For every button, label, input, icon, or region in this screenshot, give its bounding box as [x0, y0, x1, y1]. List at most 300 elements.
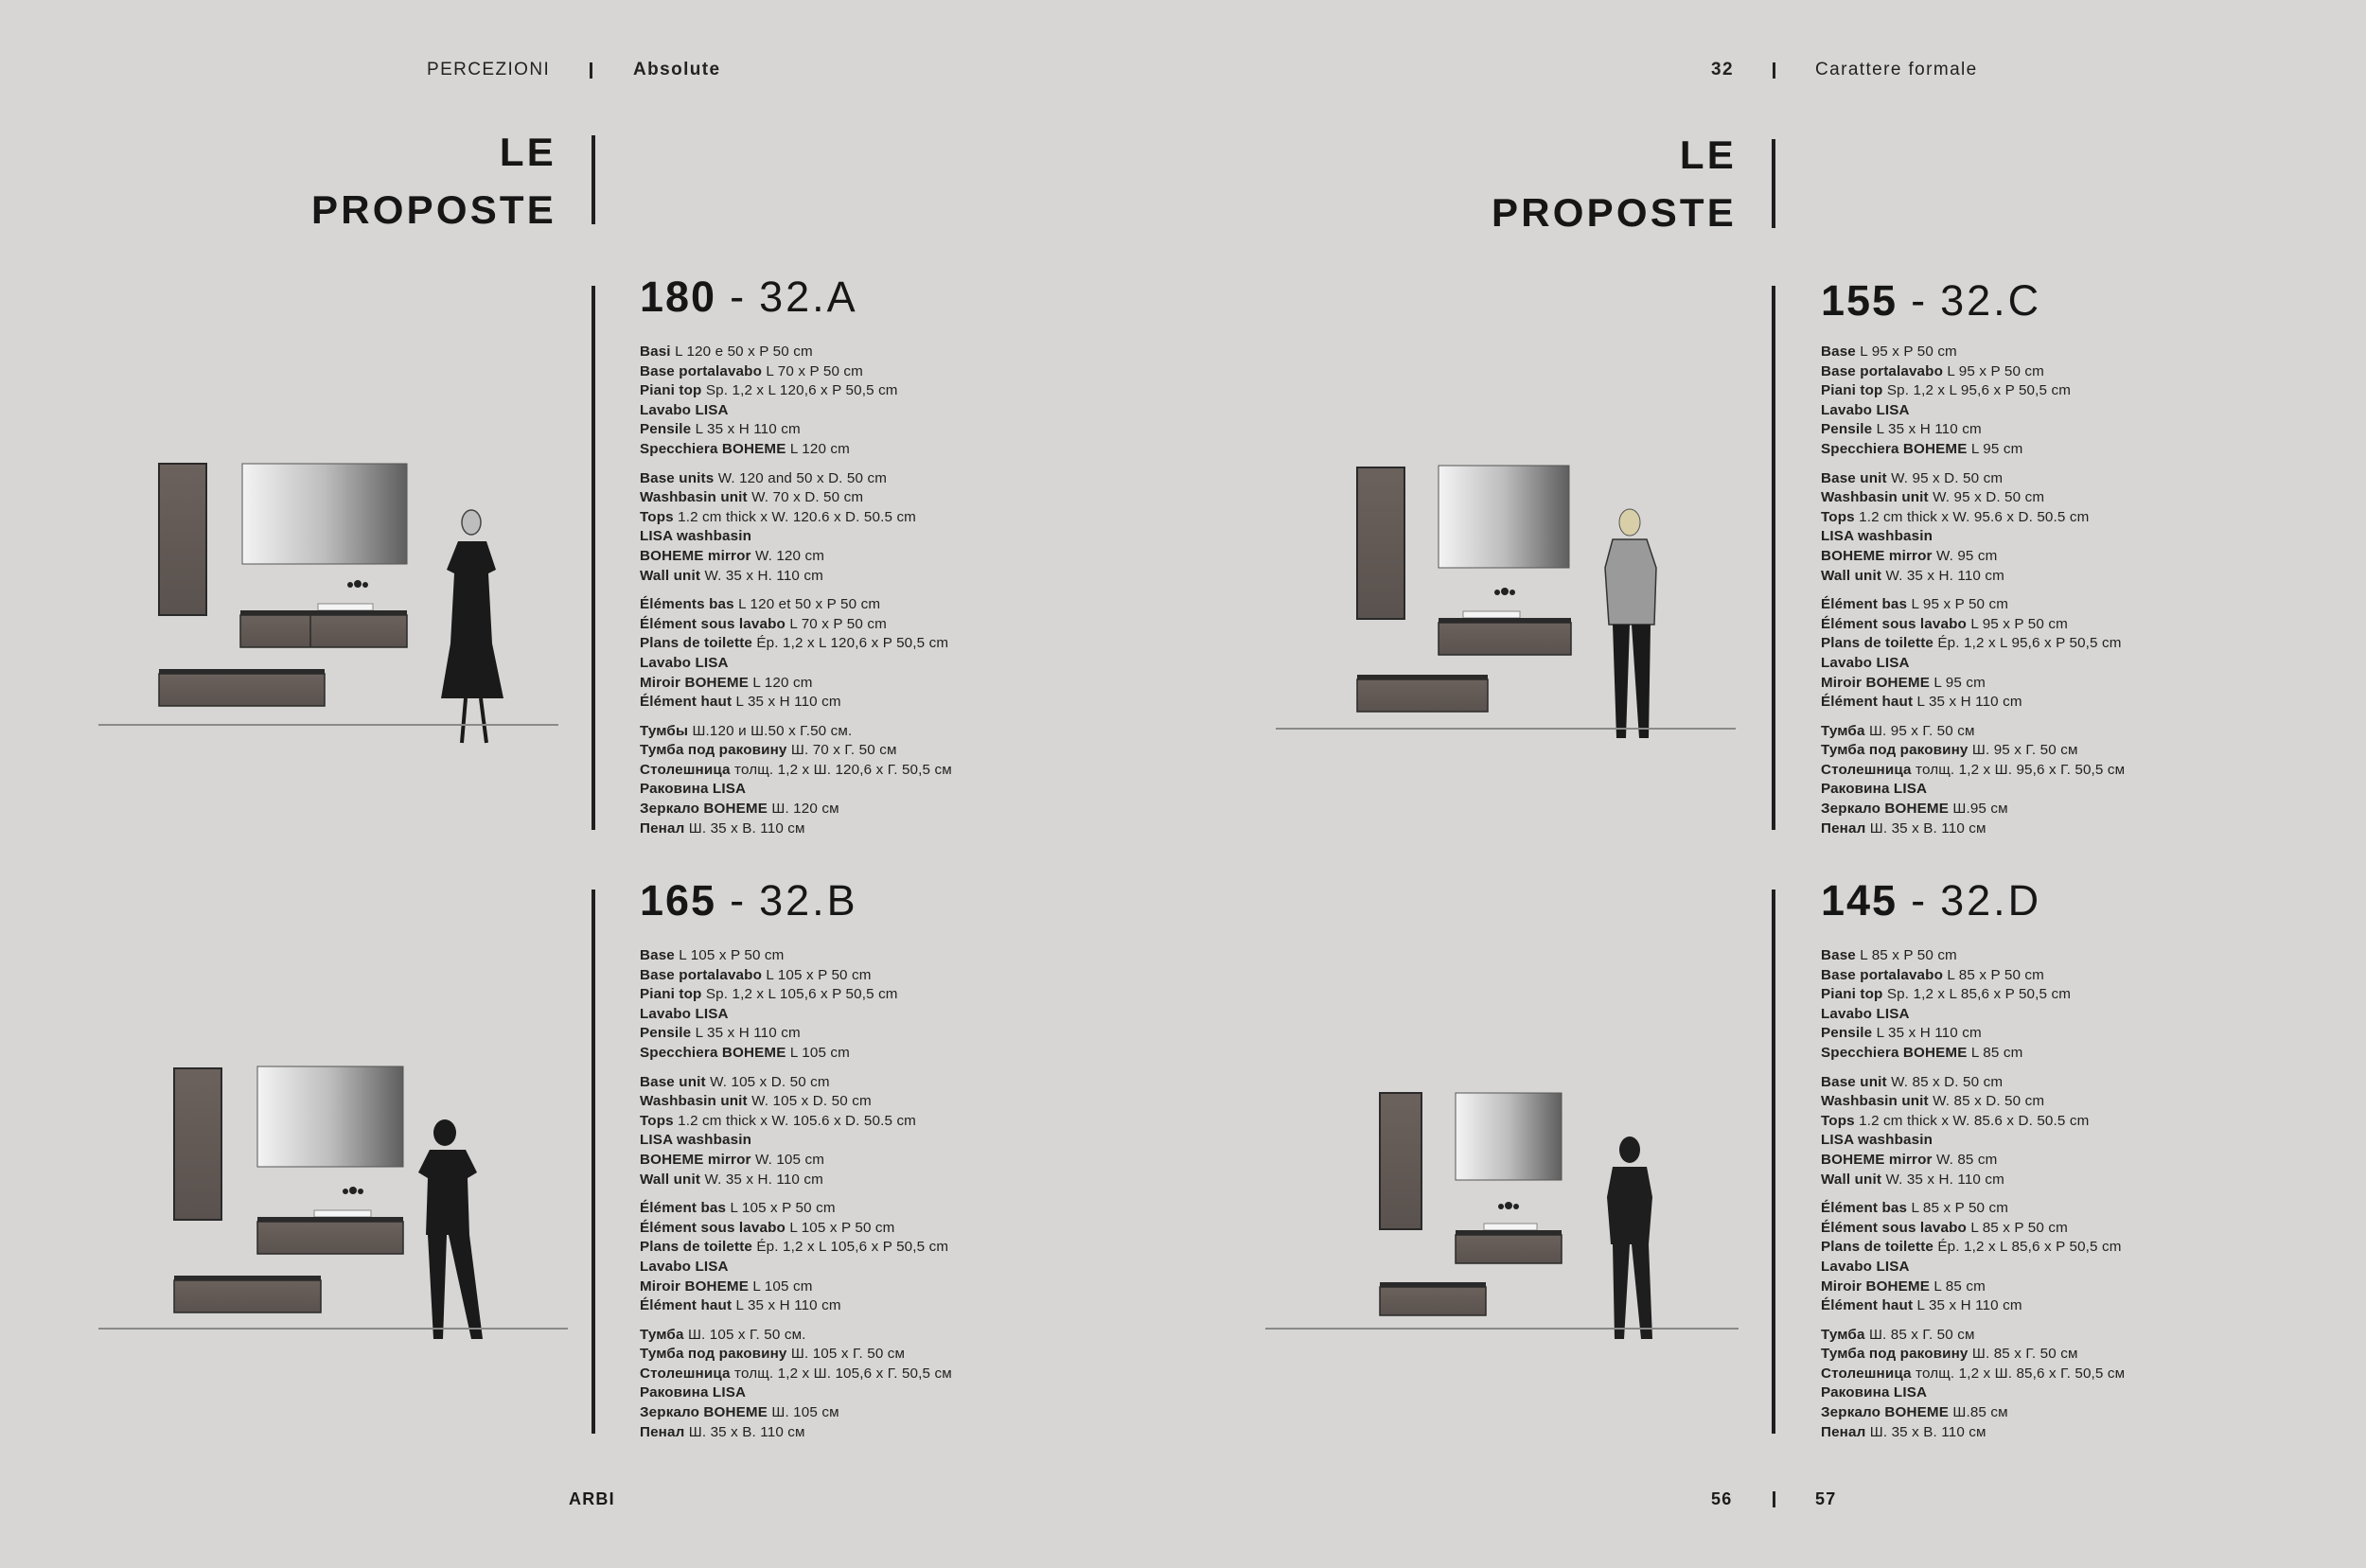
- section-label: PERCEZIONI: [427, 60, 551, 79]
- spec-line: [1821, 780, 2125, 800]
- spec-key: Miroir BOHEME: [640, 674, 750, 691]
- spec-group: [640, 1326, 952, 1443]
- spec-line: [1821, 1151, 2125, 1171]
- page-title-right: [1492, 126, 1737, 241]
- spec-value: L 120 et 50 x P 50 cm: [738, 596, 881, 613]
- spec-line: [640, 1005, 952, 1025]
- spec-key: Miroir BOHEME: [1821, 674, 1931, 691]
- spec-key: Tops: [1821, 508, 1855, 525]
- spec-value: 1.2 cm thick x W. 105.6 x D. 50.5 cm: [678, 1112, 916, 1129]
- spec-key: Pensile: [640, 421, 692, 438]
- spec-line: [640, 343, 952, 362]
- spec-group: [1821, 722, 2125, 839]
- composition-width: 145: [1821, 876, 1898, 925]
- spec-value: толщ. 1,2 x Ш. 95,6 x Г. 50,5 см: [1916, 761, 2126, 778]
- spec-value: L 85 cm: [1933, 1277, 1986, 1295]
- spec-value: L 120 e 50 x P 50 cm: [675, 344, 813, 360]
- spec-key: Basi: [640, 344, 671, 360]
- spec-line: [640, 547, 952, 567]
- page-title-left: [311, 123, 556, 238]
- washbasin: [1463, 611, 1520, 618]
- spec-line: [1821, 1171, 2125, 1190]
- spec-line: [1821, 1092, 2125, 1112]
- spec-value: L 120 cm: [752, 674, 813, 691]
- spec-value: L 35 x H 110 cm: [1876, 421, 1982, 438]
- spec-line: [1821, 1365, 2125, 1384]
- spec-value: W. 85 x D. 50 cm: [1933, 1093, 2045, 1110]
- spec-value: Ш.120 и Ш.50 x Г.50 см.: [692, 722, 853, 739]
- spec-key: Tops: [640, 508, 674, 525]
- spec-value: Ш. 70 x Г. 50 см: [790, 742, 897, 759]
- spec-line: [1821, 1005, 2125, 1025]
- header-divider: [590, 62, 592, 79]
- spec-divider: [592, 890, 595, 1434]
- spec-line: [640, 1296, 952, 1316]
- spec-key: LISA washbasin: [640, 528, 752, 545]
- spec-line: [640, 488, 952, 508]
- spec-line: [640, 381, 952, 401]
- spec-value: Ш. 35 x В. 110 см: [688, 1423, 805, 1440]
- spec-line: [1821, 761, 2125, 781]
- spec-key: Tops: [640, 1112, 674, 1129]
- spec-line: [640, 674, 952, 694]
- spec-key: Base: [1821, 344, 1856, 360]
- spec-value: W. 105 x D. 50 cm: [751, 1093, 872, 1110]
- spec-key: Washbasin unit: [640, 489, 748, 506]
- composition-block-32b: [640, 876, 952, 1452]
- spec-key: Specchiera BOHEME: [1821, 1044, 1968, 1061]
- composition-heading: 180 - 32.A: [640, 273, 858, 321]
- spec-key: Specchiera BOHEME: [640, 440, 786, 457]
- spec-group: [640, 946, 952, 1064]
- spec-line: [1821, 401, 2125, 421]
- spec-line: [640, 780, 952, 800]
- spec-key: Élément haut: [640, 694, 733, 711]
- spec-key: Зеркало BOHEME: [640, 1404, 768, 1421]
- composition-block-32c: [1821, 276, 2125, 848]
- spec-value: 1.2 cm thick x W. 95.6 x D. 50.5 cm: [1859, 508, 2090, 525]
- spec-line: [1821, 1024, 2125, 1044]
- spec-key: Élément haut: [640, 1297, 733, 1314]
- spec-value: Ш. 35 x В. 110 см: [1869, 1423, 1986, 1440]
- floor-line: [1265, 1328, 1739, 1330]
- spec-line: [640, 615, 952, 635]
- composition-illustration-32c: [1306, 454, 1779, 757]
- spec-key: Тумба под раковину: [640, 1346, 787, 1363]
- spec-line: [1821, 1199, 2125, 1219]
- spec-key: Тумба: [640, 1326, 684, 1343]
- spec-key: Miroir BOHEME: [1821, 1277, 1931, 1295]
- spec-key: Раковина LISA: [640, 1384, 747, 1401]
- title-line: LE: [499, 130, 556, 174]
- spec-value: Sp. 1,2 x L 120,6 x P 50,5 cm: [705, 382, 898, 399]
- spec-list: [1821, 946, 2125, 1442]
- spec-line: [640, 634, 952, 654]
- spec-value: W. 85 cm: [1935, 1151, 1998, 1168]
- spec-line: [640, 1112, 952, 1132]
- composition-code: 32.C: [1940, 276, 2042, 325]
- spec-line: [640, 1277, 952, 1297]
- spec-line: [640, 722, 952, 742]
- spec-key: Specchiera BOHEME: [640, 1044, 786, 1061]
- spec-value: L 105 x P 50 cm: [766, 966, 872, 983]
- wall-unit: [1357, 467, 1404, 619]
- spec-line: [1821, 1383, 2125, 1403]
- spec-key: Пенал: [640, 819, 685, 837]
- spec-value: W. 35 x H. 110 cm: [704, 1171, 823, 1188]
- person-silhouette: [441, 510, 503, 743]
- spec-key: Plans de toilette: [640, 1239, 753, 1256]
- spec-line: [1821, 693, 2125, 713]
- spec-line: [640, 567, 952, 587]
- spec-line: [640, 985, 952, 1005]
- spec-group: [1821, 469, 2125, 587]
- catalog-title: Absolute: [633, 60, 721, 79]
- spec-key: Lavabo LISA: [1821, 1005, 1910, 1022]
- spec-key: Тумба под раковину: [640, 742, 787, 759]
- spec-line: [640, 508, 952, 528]
- spec-key: Зеркало BOHEME: [1821, 1404, 1949, 1421]
- composition-code: 32.D: [1940, 876, 2042, 925]
- spec-line: [640, 469, 952, 489]
- composition-code: 32.B: [759, 876, 858, 925]
- spec-line: [640, 420, 952, 440]
- spec-key: Пенал: [640, 1423, 685, 1440]
- spec-line: [640, 741, 952, 761]
- spec-key: Élément haut: [1821, 694, 1914, 711]
- spec-group: [1821, 1199, 2125, 1316]
- spec-key: Base units: [640, 469, 715, 486]
- spec-line: [1821, 1073, 2125, 1093]
- spec-line: [640, 1423, 952, 1443]
- base-unit: [1357, 679, 1488, 712]
- spec-line: [1821, 362, 2125, 382]
- spec-line: [1821, 966, 2125, 986]
- spec-value: L 70 x P 50 cm: [766, 362, 863, 379]
- spec-key: Piani top: [640, 382, 702, 399]
- spec-key: LISA washbasin: [1821, 528, 1933, 545]
- spec-key: Столешница: [1821, 761, 1912, 778]
- spec-value: L 35 x H 110 cm: [1916, 1297, 2022, 1314]
- spec-value: L 105 x P 50 cm: [679, 947, 785, 963]
- spec-list: [640, 946, 952, 1442]
- spec-value: Ép. 1,2 x L 105,6 x P 50,5 cm: [756, 1239, 949, 1256]
- spec-key: Pensile: [1821, 1025, 1873, 1042]
- spec-value: L 95 x P 50 cm: [1911, 596, 2009, 613]
- spec-value: Ép. 1,2 x L 95,6 x P 50,5 cm: [1937, 635, 2122, 652]
- spec-group: [640, 722, 952, 839]
- spec-value: L 95 cm: [1970, 440, 2023, 457]
- title-line: LE: [1679, 132, 1737, 177]
- spec-key: Раковина LISA: [1821, 1384, 1928, 1401]
- spec-value: Ш. 120 см: [771, 801, 839, 818]
- spec-value: Ép. 1,2 x L 85,6 x P 50,5 cm: [1937, 1239, 2122, 1256]
- spec-line: [1821, 488, 2125, 508]
- composition-width: 165: [640, 876, 717, 925]
- spec-value: Ш. 95 x Г. 50 см: [1971, 742, 2078, 759]
- spec-value: W. 70 x D. 50 cm: [751, 489, 864, 506]
- spec-value: L 35 x H 110 cm: [735, 694, 841, 711]
- spec-key: Тумбы: [640, 722, 689, 739]
- spec-group: [1821, 946, 2125, 1064]
- composition-heading: 145 - 32.D: [1821, 876, 2042, 925]
- spec-line: [640, 527, 952, 547]
- title-line: PROPOSTE: [311, 187, 556, 232]
- spec-value: Ш. 95 x Г. 50 см: [1868, 722, 1975, 739]
- spec-key: Lavabo LISA: [1821, 654, 1910, 671]
- spec-line: [640, 440, 952, 460]
- spec-key: Раковина LISA: [640, 781, 747, 798]
- floor-line: [1276, 728, 1736, 730]
- composition-block-32d: [1821, 876, 2125, 1452]
- person-silhouette: [1607, 1136, 1652, 1339]
- spec-line: [1821, 1326, 2125, 1346]
- spec-key: BOHEME mirror: [640, 1151, 751, 1168]
- spec-line: [640, 1024, 952, 1044]
- spec-value: толщ. 1,2 x Ш. 85,6 x Г. 50,5 см: [1916, 1365, 2126, 1382]
- spec-value: L 105 cm: [752, 1277, 813, 1295]
- spec-line: [1821, 440, 2125, 460]
- spec-value: L 35 x H 110 cm: [695, 1025, 801, 1042]
- washbasin: [1484, 1224, 1537, 1230]
- spec-value: Ш.95 см: [1952, 801, 2008, 818]
- base-unit: [1439, 623, 1571, 655]
- spec-value: L 85 x P 50 cm: [1970, 1219, 2068, 1236]
- spec-key: Pensile: [640, 1025, 692, 1042]
- spec-key: Tops: [1821, 1112, 1855, 1129]
- spec-key: Тумба: [1821, 1326, 1865, 1343]
- spec-line: [640, 1365, 952, 1384]
- composition-illustration-32b: [95, 1055, 568, 1358]
- spec-line: [1821, 615, 2125, 635]
- spec-value: L 35 x H 110 cm: [1916, 694, 2022, 711]
- spec-key: Пенал: [1821, 1423, 1866, 1440]
- spec-line: [640, 595, 952, 615]
- spec-line: [1821, 1277, 2125, 1297]
- spec-value: Ш.85 см: [1952, 1404, 2008, 1421]
- brand-logo: ARBI: [569, 1489, 615, 1508]
- spec-line: [1821, 654, 2125, 674]
- spec-line: [640, 1171, 952, 1190]
- composition-block-32a: [640, 273, 952, 848]
- spec-key: Пенал: [1821, 819, 1866, 837]
- washbasin: [318, 604, 373, 610]
- composition-width: 155: [1821, 276, 1898, 325]
- spec-group: [640, 343, 952, 460]
- mirror: [1439, 466, 1569, 568]
- spec-line: [640, 1383, 952, 1403]
- spec-line: [1821, 985, 2125, 1005]
- spec-key: BOHEME mirror: [640, 547, 751, 564]
- spec-line: [640, 1345, 952, 1365]
- floor-line: [98, 1328, 568, 1330]
- spec-line: [640, 401, 952, 421]
- spec-line: [1821, 819, 2125, 839]
- spec-key: Washbasin unit: [1821, 489, 1929, 506]
- spec-line: [1821, 508, 2125, 528]
- spec-group: [640, 595, 952, 713]
- spec-key: Тумба под раковину: [1821, 742, 1969, 759]
- page-number-left: 56: [1711, 1489, 1733, 1508]
- spec-line: [1821, 420, 2125, 440]
- mirror: [1456, 1093, 1562, 1180]
- spec-value: W. 95 x D. 50 cm: [1891, 469, 2004, 486]
- spec-value: W. 95 x D. 50 cm: [1933, 489, 2045, 506]
- spec-key: Piani top: [640, 986, 702, 1003]
- base-unit: [257, 1222, 403, 1254]
- spec-key: Washbasin unit: [1821, 1093, 1929, 1110]
- spec-key: LISA washbasin: [1821, 1132, 1933, 1149]
- header-page-number: 32: [1711, 60, 1734, 79]
- spec-key: Wall unit: [1821, 567, 1882, 584]
- spec-key: Élément sous lavabo: [640, 1219, 786, 1236]
- spec-value: W. 120 cm: [754, 547, 825, 564]
- spec-line: [640, 761, 952, 781]
- washbasin: [314, 1210, 371, 1217]
- spec-line: [1821, 1258, 2125, 1277]
- spec-key: Lavabo LISA: [640, 401, 729, 418]
- spec-key: Base: [1821, 947, 1856, 963]
- spec-key: Élément bas: [1821, 596, 1908, 613]
- spec-line: [640, 1219, 952, 1239]
- spec-line: [640, 1199, 952, 1219]
- spec-key: Éléments bas: [640, 596, 734, 613]
- spec-key: Plans de toilette: [1821, 635, 1934, 652]
- spec-key: Lavabo LISA: [640, 1005, 729, 1022]
- spec-line: [1821, 527, 2125, 547]
- spec-key: Зеркало BOHEME: [1821, 801, 1949, 818]
- spec-value: толщ. 1,2 x Ш. 120,6 x Г. 50,5 см: [734, 761, 952, 778]
- spec-value: Sp. 1,2 x L 95,6 x P 50,5 cm: [1886, 382, 2072, 399]
- spec-list: [640, 343, 952, 838]
- spec-key: Piani top: [1821, 382, 1883, 399]
- spec-key: Lavabo LISA: [1821, 401, 1910, 418]
- title-divider: [1772, 139, 1775, 228]
- spec-line: [640, 966, 952, 986]
- spec-line: [640, 800, 952, 819]
- spec-key: Élément sous lavabo: [1821, 1219, 1967, 1236]
- spec-key: Base: [640, 947, 675, 963]
- floor-line: [98, 724, 558, 726]
- spec-line: [1821, 1296, 2125, 1316]
- spec-value: L 70 x P 50 cm: [789, 615, 887, 632]
- spec-group: [1821, 1073, 2125, 1190]
- footer-divider: [1773, 1491, 1775, 1507]
- spec-value: W. 85 x D. 50 cm: [1891, 1073, 2004, 1090]
- composition-heading: 165 - 32.B: [640, 876, 858, 925]
- spec-line: [640, 1403, 952, 1423]
- spec-key: Lavabo LISA: [640, 1258, 729, 1275]
- spec-line: [640, 1131, 952, 1151]
- spec-divider: [592, 286, 595, 830]
- spec-group: [1821, 343, 2125, 460]
- spec-key: Élément haut: [1821, 1297, 1914, 1314]
- mirror: [242, 464, 407, 564]
- spec-line: [640, 1092, 952, 1112]
- spec-key: Pensile: [1821, 421, 1873, 438]
- spec-key: Раковина LISA: [1821, 781, 1928, 798]
- spec-key: Washbasin unit: [640, 1093, 748, 1110]
- title-line: PROPOSTE: [1492, 190, 1737, 235]
- spec-value: W. 105 x D. 50 cm: [710, 1073, 830, 1090]
- base-unit: [240, 615, 407, 647]
- spec-value: L 85 x P 50 cm: [1860, 947, 1957, 963]
- spec-key: Base portalavabo: [1821, 362, 1944, 379]
- spec-line: [1821, 1403, 2125, 1423]
- spec-key: Base portalavabo: [640, 966, 763, 983]
- spec-key: Élément bas: [640, 1200, 727, 1217]
- composition-illustration-32d: [1306, 1055, 1779, 1358]
- spec-key: Élément sous lavabo: [1821, 615, 1967, 632]
- spec-value: L 35 x H 110 cm: [1876, 1025, 1982, 1042]
- spec-value: Sp. 1,2 x L 85,6 x P 50,5 cm: [1886, 986, 2072, 1003]
- header-divider: [1773, 62, 1775, 79]
- wall-unit: [159, 464, 206, 615]
- spec-key: Plans de toilette: [640, 635, 753, 652]
- wall-unit: [174, 1068, 221, 1220]
- spec-key: Piani top: [1821, 986, 1883, 1003]
- spec-value: 1.2 cm thick x W. 120.6 x D. 50.5 cm: [678, 508, 916, 525]
- spec-line: [1821, 595, 2125, 615]
- spec-line: [1821, 1345, 2125, 1365]
- spec-line: [1821, 567, 2125, 587]
- spec-group: [640, 469, 952, 587]
- spec-value: L 95 x P 50 cm: [1860, 344, 1957, 360]
- spec-key: BOHEME mirror: [1821, 1151, 1933, 1168]
- spec-line: [1821, 381, 2125, 401]
- spec-value: L 105 x P 50 cm: [730, 1200, 836, 1217]
- spec-key: Lavabo LISA: [640, 654, 729, 671]
- base-unit: [1380, 1287, 1486, 1315]
- spec-group: [1821, 1326, 2125, 1443]
- spec-value: W. 95 cm: [1935, 547, 1998, 564]
- spec-key: Miroir BOHEME: [640, 1277, 750, 1295]
- base-unit: [174, 1280, 321, 1313]
- spec-line: [640, 1151, 952, 1171]
- spec-value: 1.2 cm thick x W. 85.6 x D. 50.5 cm: [1859, 1112, 2090, 1129]
- spec-line: [1821, 946, 2125, 966]
- base-unit: [1456, 1235, 1562, 1263]
- spec-key: Élément sous lavabo: [640, 615, 786, 632]
- spec-value: Ш. 105 см: [771, 1404, 839, 1421]
- spec-group: [640, 1073, 952, 1190]
- spec-key: Wall unit: [640, 567, 701, 584]
- spec-list: [1821, 343, 2125, 838]
- spec-value: W. 105 cm: [754, 1151, 825, 1168]
- spec-line: [1821, 1044, 2125, 1064]
- spec-value: L 85 x P 50 cm: [1911, 1200, 2009, 1217]
- composition-heading: 155 - 32.C: [1821, 276, 2042, 325]
- spec-line: [1821, 800, 2125, 819]
- spec-value: Sp. 1,2 x L 105,6 x P 50,5 cm: [705, 986, 898, 1003]
- spec-value: L 35 x H 110 cm: [695, 421, 801, 438]
- spec-line: [1821, 547, 2125, 567]
- spec-key: Тумба: [1821, 722, 1865, 739]
- spec-key: Тумба под раковину: [1821, 1346, 1969, 1363]
- spec-key: Plans de toilette: [1821, 1239, 1934, 1256]
- spec-line: [640, 654, 952, 674]
- title-divider: [592, 135, 595, 224]
- chapter-title: Carattere formale: [1815, 60, 1978, 79]
- spec-value: Ш. 85 x Г. 50 см: [1971, 1346, 2078, 1363]
- spec-value: L 95 x P 50 cm: [1970, 615, 2068, 632]
- spec-group: [640, 1199, 952, 1316]
- spec-line: [1821, 741, 2125, 761]
- spec-line: [1821, 1131, 2125, 1151]
- spec-value: толщ. 1,2 x Ш. 105,6 x Г. 50,5 см: [734, 1365, 952, 1382]
- spec-line: [640, 819, 952, 839]
- spec-value: L 105 cm: [789, 1044, 850, 1061]
